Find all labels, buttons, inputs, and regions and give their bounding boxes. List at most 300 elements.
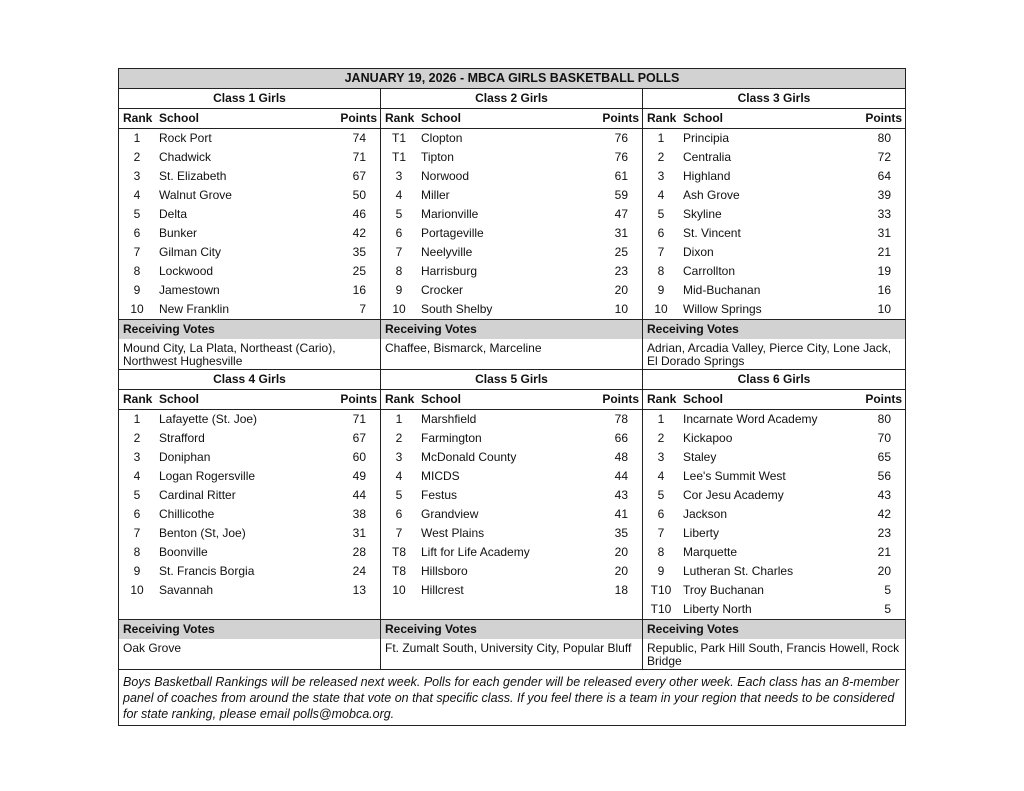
rank-cell: 8 — [395, 264, 403, 278]
points-cell: 43 — [614, 488, 628, 502]
ranking-row — [643, 243, 905, 262]
points-cell: 31 — [614, 226, 628, 240]
school-header: School — [159, 392, 200, 406]
column-headers — [643, 390, 905, 410]
ranking-row — [643, 448, 905, 467]
ranking-rows — [643, 410, 905, 619]
rank-cell: 7 — [657, 526, 665, 540]
points-cell: 5 — [884, 602, 891, 616]
ranking-row — [119, 543, 380, 562]
points-header: Points — [602, 111, 639, 125]
points-cell: 42 — [877, 507, 891, 521]
points-cell: 80 — [877, 412, 891, 426]
rank-cell: 5 — [133, 207, 141, 221]
ranking-row — [381, 581, 642, 600]
classes-1-3-band — [119, 89, 905, 370]
points-cell: 31 — [877, 226, 891, 240]
rank-cell: 7 — [395, 526, 403, 540]
rank-cell: 2 — [657, 150, 665, 164]
receiving-votes-list: Ft. Zumalt South, University City, Popular Bluff — [385, 641, 632, 655]
rank-cell: 4 — [395, 188, 403, 202]
points-header: Points — [340, 392, 377, 406]
school-cell: Grandview — [421, 507, 479, 521]
ranking-row — [643, 562, 905, 581]
points-cell: 20 — [877, 564, 891, 578]
polls-table — [118, 68, 906, 726]
ranking-row — [643, 281, 905, 300]
points-cell: 16 — [877, 283, 891, 297]
points-cell: 39 — [877, 188, 891, 202]
school-cell: St. Elizabeth — [159, 169, 227, 183]
ranking-row — [119, 562, 380, 581]
rank-cell: 5 — [395, 488, 403, 502]
school-header: School — [421, 392, 462, 406]
points-cell: 18 — [614, 583, 628, 597]
rank-cell: 6 — [395, 507, 403, 521]
polls-title: JANUARY 19, 2026 - MBCA GIRLS BASKETBALL POLLS — [119, 69, 905, 89]
rank-cell: 5 — [657, 488, 665, 502]
ranking-row — [119, 148, 380, 167]
school-cell: Delta — [159, 207, 188, 221]
points-cell: 67 — [352, 169, 366, 183]
school-cell: Chillicothe — [159, 507, 215, 521]
rank-cell: 9 — [133, 283, 141, 297]
rank-cell: 5 — [395, 207, 403, 221]
points-cell: 25 — [352, 264, 366, 278]
rank-cell: 2 — [657, 431, 665, 445]
school-cell: Strafford — [159, 431, 205, 445]
class-title: Class 3 Girls — [643, 89, 905, 109]
points-cell: 61 — [614, 169, 628, 183]
points-cell: 46 — [352, 207, 366, 221]
receiving-votes-label: Receiving Votes — [643, 319, 905, 339]
school-header: School — [683, 392, 724, 406]
class-title: Class 1 Girls — [119, 89, 380, 109]
rank-cell: 10 — [392, 583, 406, 597]
ranking-row — [643, 167, 905, 186]
points-cell: 60 — [352, 450, 366, 464]
points-header: Points — [865, 111, 902, 125]
rank-cell: 6 — [133, 226, 141, 240]
school-cell: Cardinal Ritter — [159, 488, 236, 502]
column-headers — [381, 390, 642, 410]
points-cell: 7 — [359, 302, 366, 316]
school-cell: Bunker — [159, 226, 198, 240]
rank-cell: 5 — [133, 488, 141, 502]
rank-cell: 7 — [133, 245, 141, 259]
points-cell: 35 — [614, 526, 628, 540]
points-cell: 72 — [877, 150, 891, 164]
ranking-row — [643, 410, 905, 429]
ranking-row — [119, 505, 380, 524]
rank-cell: 1 — [133, 131, 141, 145]
ranking-row — [643, 224, 905, 243]
points-cell: 44 — [614, 469, 628, 483]
school-cell: Marshfield — [421, 412, 477, 426]
rank-cell: 6 — [395, 226, 403, 240]
school-cell: Marquette — [683, 545, 738, 559]
school-cell: Hillsboro — [421, 564, 468, 578]
ranking-row — [119, 581, 380, 600]
school-cell: Incarnate Word Academy — [683, 412, 818, 426]
points-cell: 31 — [352, 526, 366, 540]
school-cell: Lutheran St. Charles — [683, 564, 794, 578]
points-cell: 5 — [884, 583, 891, 597]
rank-cell: 1 — [657, 131, 665, 145]
rank-cell: 3 — [133, 450, 141, 464]
rank-header: Rank — [123, 392, 153, 406]
school-cell: Neelyville — [421, 245, 473, 259]
ranking-row — [381, 129, 642, 148]
school-cell: Hillcrest — [421, 583, 464, 597]
receiving-votes-list: Republic, Park Hill South, Francis Howell, Rock Bridge — [647, 641, 900, 668]
school-cell: Tipton — [421, 150, 454, 164]
school-cell: Jackson — [683, 507, 728, 521]
receiving-votes-list: Mound City, La Plata, Northeast (Cario), Northwest Hughesville — [123, 341, 336, 368]
school-cell: Kickapoo — [683, 431, 733, 445]
school-cell: Lift for Life Academy — [421, 545, 530, 559]
ranking-row — [119, 486, 380, 505]
points-cell: 13 — [352, 583, 366, 597]
rank-header: Rank — [385, 392, 415, 406]
school-cell: Gilman City — [159, 245, 222, 259]
ranking-row — [643, 467, 905, 486]
school-cell: Principia — [683, 131, 730, 145]
rank-cell: 7 — [657, 245, 665, 259]
school-cell: MICDS — [421, 469, 460, 483]
ranking-row — [381, 262, 642, 281]
class-column — [381, 370, 643, 669]
points-cell: 76 — [614, 150, 628, 164]
rank-header: Rank — [123, 111, 153, 125]
school-cell: Rock Port — [159, 131, 212, 145]
school-cell: St. Francis Borgia — [159, 564, 255, 578]
school-cell: Lee's Summit West — [683, 469, 786, 483]
ranking-row — [643, 148, 905, 167]
school-header: School — [159, 111, 200, 125]
school-cell: Portageville — [421, 226, 484, 240]
rank-cell: 3 — [133, 169, 141, 183]
points-cell: 33 — [877, 207, 891, 221]
ranking-row — [119, 262, 380, 281]
points-cell: 66 — [614, 431, 628, 445]
rank-cell: T8 — [391, 564, 406, 578]
class-column — [643, 370, 905, 669]
ranking-row — [381, 300, 642, 319]
ranking-row — [381, 524, 642, 543]
class-column — [119, 370, 381, 669]
rank-cell: 6 — [133, 507, 141, 521]
rank-cell: 7 — [395, 245, 403, 259]
rank-cell: 10 — [392, 302, 406, 316]
ranking-row — [119, 281, 380, 300]
receiving-votes-list: Oak Grove — [123, 641, 182, 655]
school-cell: South Shelby — [421, 302, 493, 316]
points-cell: 49 — [352, 469, 366, 483]
rank-cell: 6 — [657, 507, 665, 521]
school-cell: New Franklin — [159, 302, 230, 316]
ranking-row — [381, 429, 642, 448]
points-header: Points — [602, 392, 639, 406]
rank-cell: 4 — [395, 469, 403, 483]
receiving-votes-label: Receiving Votes — [119, 619, 380, 639]
ranking-row — [381, 562, 642, 581]
ranking-row — [119, 429, 380, 448]
ranking-row — [643, 505, 905, 524]
points-cell: 20 — [614, 283, 628, 297]
school-cell: Troy Buchanan — [683, 583, 764, 597]
points-cell: 20 — [614, 564, 628, 578]
points-cell: 50 — [352, 188, 366, 202]
points-cell: 76 — [614, 131, 628, 145]
points-cell: 21 — [877, 245, 891, 259]
points-cell: 78 — [614, 412, 628, 426]
points-cell: 41 — [614, 507, 628, 521]
ranking-row — [643, 524, 905, 543]
rank-cell: 8 — [657, 264, 665, 278]
school-header: School — [683, 111, 724, 125]
ranking-row — [119, 129, 380, 148]
ranking-row — [381, 543, 642, 562]
rank-cell: 5 — [657, 207, 665, 221]
class-column — [381, 89, 643, 369]
ranking-row — [643, 262, 905, 281]
ranking-row — [381, 448, 642, 467]
points-cell: 42 — [352, 226, 366, 240]
rank-cell: 4 — [133, 188, 141, 202]
ranking-rows — [119, 129, 380, 319]
rank-cell: 8 — [133, 264, 141, 278]
rank-cell: 9 — [395, 283, 403, 297]
school-cell: Lockwood — [159, 264, 214, 278]
points-cell: 10 — [877, 302, 891, 316]
ranking-rows — [381, 410, 642, 619]
ranking-row — [643, 300, 905, 319]
ranking-row — [119, 224, 380, 243]
rank-header: Rank — [647, 392, 677, 406]
points-cell: 59 — [614, 188, 628, 202]
points-cell: 23 — [877, 526, 891, 540]
ranking-row — [381, 243, 642, 262]
rank-cell: 2 — [133, 431, 141, 445]
class-title: Class 6 Girls — [643, 370, 905, 390]
ranking-row — [381, 148, 642, 167]
ranking-row — [643, 486, 905, 505]
points-cell: 16 — [352, 283, 366, 297]
ranking-row — [119, 186, 380, 205]
receiving-votes-list: Chaffee, Bismarck, Marceline — [385, 341, 542, 355]
school-cell: Benton (St, Joe) — [159, 526, 246, 540]
school-cell: Boonville — [159, 545, 208, 559]
school-cell: Harrisburg — [421, 264, 478, 278]
rank-cell: 7 — [133, 526, 141, 540]
school-cell: Miller — [421, 188, 450, 202]
rank-cell: 3 — [395, 169, 403, 183]
ranking-row — [119, 524, 380, 543]
rank-cell: 3 — [657, 169, 665, 183]
points-cell: 71 — [352, 150, 366, 164]
school-cell: Staley — [683, 450, 717, 464]
school-cell: Cor Jesu Academy — [683, 488, 784, 502]
ranking-row — [643, 129, 905, 148]
points-cell: 21 — [877, 545, 891, 559]
points-cell: 10 — [614, 302, 628, 316]
rank-cell: T10 — [650, 583, 672, 597]
points-cell: 35 — [352, 245, 366, 259]
ranking-row — [381, 505, 642, 524]
school-cell: Marionville — [421, 207, 479, 221]
rank-cell: 2 — [133, 150, 141, 164]
rank-cell: 1 — [395, 412, 403, 426]
school-cell: Skyline — [683, 207, 722, 221]
rank-cell: 9 — [657, 283, 665, 297]
ranking-row — [381, 205, 642, 224]
receiving-votes-label: Receiving Votes — [381, 319, 642, 339]
school-cell: Ash Grove — [683, 188, 740, 202]
rank-cell: 6 — [657, 226, 665, 240]
receiving-votes-label: Receiving Votes — [381, 619, 642, 639]
rank-cell: 10 — [130, 302, 144, 316]
school-cell: Logan Rogersville — [159, 469, 256, 483]
class-column — [643, 89, 905, 369]
receiving-votes-label: Receiving Votes — [119, 319, 380, 339]
rank-cell: T1 — [391, 150, 406, 164]
rank-cell: 4 — [657, 469, 665, 483]
school-header: School — [421, 111, 462, 125]
column-headers — [119, 390, 380, 410]
column-headers — [643, 109, 905, 129]
points-cell: 56 — [877, 469, 891, 483]
school-cell: Dixon — [683, 245, 714, 259]
classes-4-6-band — [119, 370, 905, 670]
ranking-row — [119, 205, 380, 224]
ranking-row — [119, 467, 380, 486]
rank-cell: T1 — [391, 131, 406, 145]
ranking-row — [643, 600, 905, 619]
ranking-row — [119, 300, 380, 319]
rank-cell: T10 — [650, 602, 672, 616]
points-cell: 19 — [877, 264, 891, 278]
points-cell: 24 — [352, 564, 366, 578]
ranking-row — [381, 186, 642, 205]
school-cell: Clopton — [421, 131, 463, 145]
ranking-row — [643, 581, 905, 600]
school-cell: McDonald County — [421, 450, 517, 464]
receiving-votes-list: Adrian, Arcadia Valley, Pierce City, Lone Jack, El Dorado Springs — [647, 341, 892, 368]
points-cell: 44 — [352, 488, 366, 502]
points-cell: 71 — [352, 412, 366, 426]
ranking-row — [119, 448, 380, 467]
school-cell: Farmington — [421, 431, 482, 445]
school-cell: Lafayette (St. Joe) — [159, 412, 258, 426]
points-cell: 48 — [614, 450, 628, 464]
ranking-row — [643, 543, 905, 562]
ranking-rows — [643, 129, 905, 319]
school-cell: Crocker — [421, 283, 464, 297]
points-cell: 74 — [352, 131, 366, 145]
rank-header: Rank — [647, 111, 677, 125]
points-cell: 80 — [877, 131, 891, 145]
school-cell: Highland — [683, 169, 731, 183]
class-title: Class 2 Girls — [381, 89, 642, 109]
ranking-row — [643, 205, 905, 224]
school-cell: Jamestown — [159, 283, 220, 297]
points-cell: 65 — [877, 450, 891, 464]
rank-cell: T8 — [391, 545, 406, 559]
rank-cell: 8 — [657, 545, 665, 559]
rank-cell: 9 — [657, 564, 665, 578]
points-cell: 43 — [877, 488, 891, 502]
school-cell: West Plains — [421, 526, 485, 540]
points-cell: 20 — [614, 545, 628, 559]
receiving-votes-label: Receiving Votes — [643, 619, 905, 639]
ranking-row — [381, 486, 642, 505]
rank-header: Rank — [385, 111, 415, 125]
school-cell: Centralia — [683, 150, 732, 164]
rank-cell: 3 — [657, 450, 665, 464]
school-cell: Chadwick — [159, 150, 212, 164]
school-cell: Norwood — [421, 169, 470, 183]
ranking-row — [643, 186, 905, 205]
school-cell: Mid-Buchanan — [683, 283, 761, 297]
school-cell: Doniphan — [159, 450, 211, 464]
points-cell: 64 — [877, 169, 891, 183]
class-title: Class 5 Girls — [381, 370, 642, 390]
rank-cell: 3 — [395, 450, 403, 464]
points-cell: 23 — [614, 264, 628, 278]
class-title: Class 4 Girls — [119, 370, 380, 390]
rank-cell: 8 — [133, 545, 141, 559]
points-cell: 70 — [877, 431, 891, 445]
rank-cell: 9 — [133, 564, 141, 578]
ranking-rows — [119, 410, 380, 619]
points-cell: 38 — [352, 507, 366, 521]
class-column — [119, 89, 381, 369]
footer-note: Boys Basketball Rankings will be released next week. Polls for each gender will be released every other week. Each class has an 8-member panel of coaches from around the state that vote on that specific class. If you feel there is a team in your region that needs to be considered for state ranking, please email polls@mobca.org. — [123, 675, 900, 721]
rank-cell: 10 — [654, 302, 668, 316]
rank-cell: 10 — [130, 583, 144, 597]
column-headers — [381, 109, 642, 129]
school-cell: Liberty North — [683, 602, 752, 616]
school-cell: St. Vincent — [683, 226, 741, 240]
school-cell: Willow Springs — [683, 302, 762, 316]
ranking-row — [119, 243, 380, 262]
points-cell: 28 — [352, 545, 366, 559]
ranking-rows — [381, 129, 642, 319]
school-cell: Carrollton — [683, 264, 736, 278]
ranking-row — [119, 167, 380, 186]
ranking-row — [119, 410, 380, 429]
ranking-row — [381, 410, 642, 429]
rank-cell: 2 — [395, 431, 403, 445]
ranking-row — [381, 281, 642, 300]
school-cell: Liberty — [683, 526, 720, 540]
rank-cell: 1 — [133, 412, 141, 426]
ranking-row — [381, 467, 642, 486]
points-cell: 67 — [352, 431, 366, 445]
ranking-row — [381, 167, 642, 186]
column-headers — [119, 109, 380, 129]
points-cell: 47 — [614, 207, 628, 221]
points-cell: 25 — [614, 245, 628, 259]
rank-cell: 4 — [657, 188, 665, 202]
ranking-row — [381, 224, 642, 243]
school-cell: Walnut Grove — [159, 188, 232, 202]
rank-cell: 4 — [133, 469, 141, 483]
points-header: Points — [340, 111, 377, 125]
ranking-row — [643, 429, 905, 448]
points-header: Points — [865, 392, 902, 406]
